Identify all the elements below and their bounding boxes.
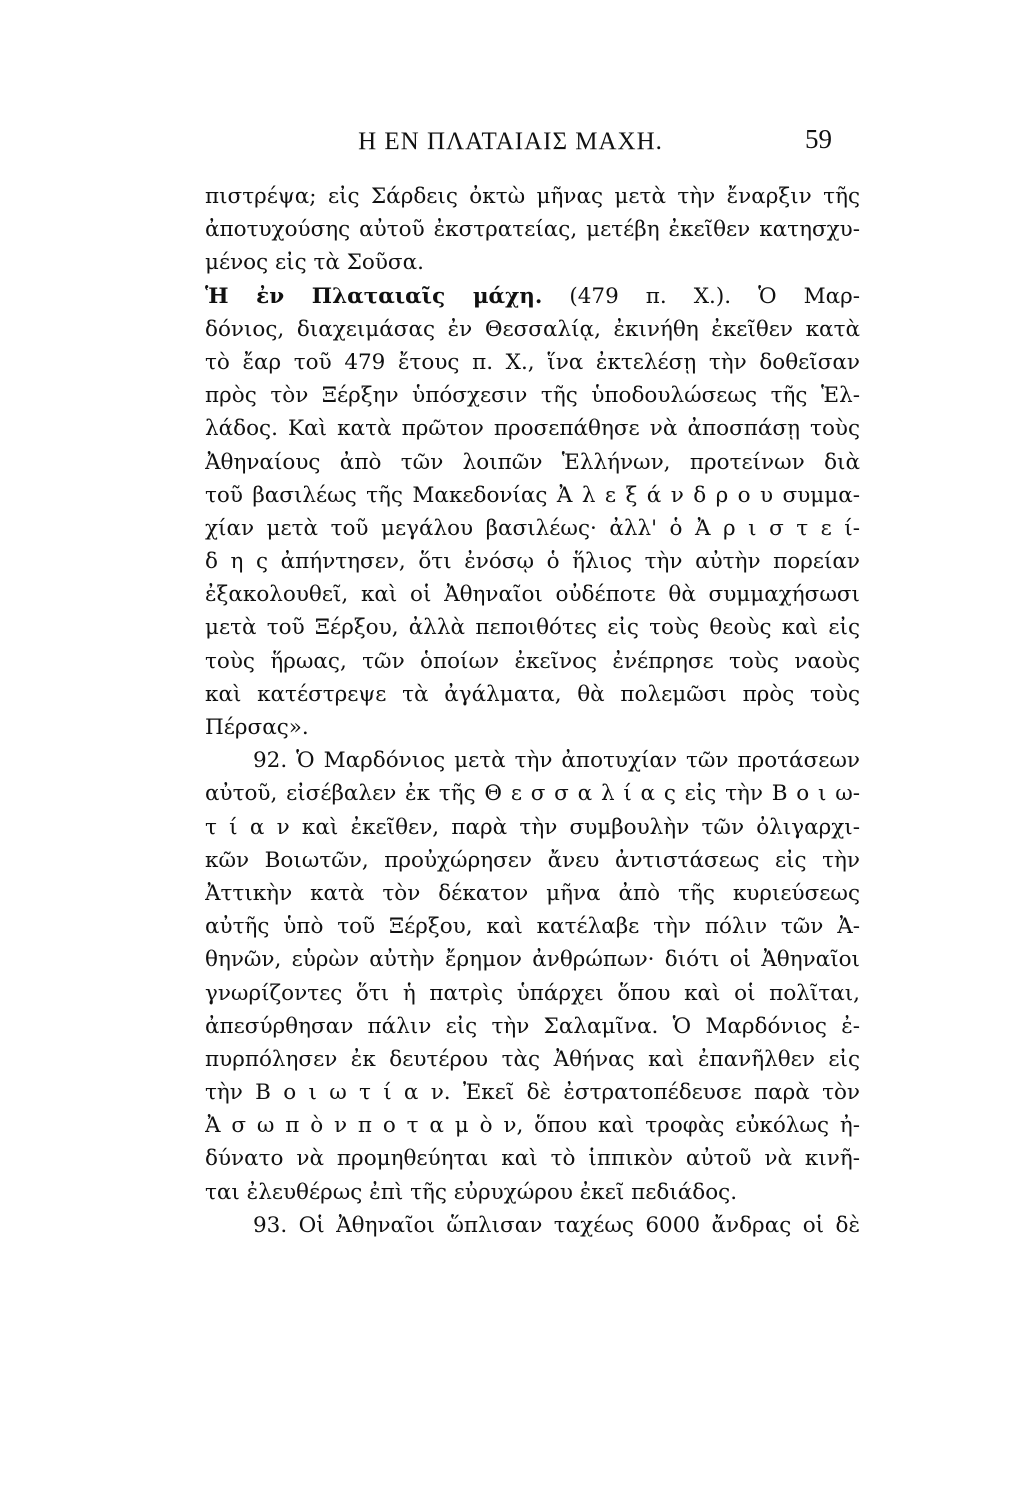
- text-line: αὐτῆς ὑπὸ τοῦ Ξέρξου, καὶ κατέλαβε τὴν πόλιν τῶν Ἀ-: [205, 914, 860, 940]
- text-line: πρὸς τὸν Ξέρξην ὑπόσχεσιν τῆς ὑποδουλώσεως τῆς Ἑλ-: [205, 383, 860, 409]
- text-line: δύνατο νὰ προμηθεύηται καὶ τὸ ἱππικὸν αὐτοῦ νὰ κινῆ-: [205, 1146, 860, 1172]
- section-heading-line: Ἡ ἐν Πλαταιαῖς μάχη. (479 π. Χ.). Ὁ Μαρ-: [205, 283, 860, 309]
- text-line: Ἀττικὴν κατὰ τὸν δέκατον μῆνα ἀπὸ τῆς κυριεύσεως: [205, 880, 860, 906]
- text-line: μένος εἰς τὰ Σοῦσα.: [205, 250, 424, 276]
- paragraph-93-start: 93. Οἱ Ἀθηναῖοι ὥπλισαν ταχέως 6000 ἄνδρας οἱ δὲ: [253, 1212, 860, 1238]
- text-line: τὴν Β ο ι ω τ ί α ν. Ἐκεῖ δὲ ἐστρατοπέδευσε παρὰ τὸν: [205, 1080, 860, 1106]
- text-line: ἀποτυχούσης αὐτοῦ ἐκστρατείας, μετέβη ἐκεῖθεν κατησχυ-: [205, 217, 860, 243]
- text-line: πιστρέψα; εἰς Σάρδεις ὀκτὼ μῆνας μετὰ τὴν ἔναρξιν τῆς: [205, 184, 860, 209]
- text-line: Πέρσας».: [205, 715, 309, 740]
- running-head: Η ΕΝ ΠΛΑΤΑΙΑΙΣ ΜΑΧΗ.: [358, 128, 663, 155]
- text-line: γνωρίζοντες ὅτι ἡ πατρὶς ὑπάρχει ὅπου καὶ οἱ πολῖται,: [205, 980, 860, 1006]
- text-line: χίαν μετὰ τοῦ μεγάλου βασιλέως· ἀλλ' ὁ Ἀ ρ ι σ τ ε ί-: [205, 515, 860, 541]
- text-line: αὐτοῦ, εἰσέβαλεν ἐκ τῆς Θ ε σ σ α λ ί α ς εἰς τὴν Β ο ι ω-: [205, 781, 860, 807]
- text-line: λάδος. Καὶ κατὰ πρῶτον προσεπάθησε νὰ ἀποσπάσῃ τοὺς: [205, 416, 860, 442]
- section-heading: Ἡ ἐν Πλαταιαῖς μάχη.: [205, 283, 543, 309]
- text-line: πυρπόλησεν ἐκ δευτέρου τὰς Ἀθήνας καὶ ἐπανῆλθεν εἰς: [205, 1046, 860, 1072]
- text-line: δ η ς ἀπήντησεν, ὅτι ἐνόσῳ ὁ ἥλιος τὴν αὐτὴν πορείαν: [205, 549, 860, 575]
- text-line: ἀπεσύρθησαν πάλιν εἰς τὴν Σαλαμῖνα. Ὁ Μαρδόνιος ἐ-: [205, 1013, 860, 1039]
- text-line: καὶ κατέστρεψε τὰ ἀγάλματα, θὰ πολεμῶσι πρὸς τοὺς: [205, 681, 860, 707]
- text-line: ἐξακολουθεῖ, καὶ οἱ Ἀθηναῖοι οὐδέποτε θὰ συμμαχήσωσι: [205, 582, 860, 608]
- text-line: δόνιος, διαχειμάσας ἐν Θεσσαλίᾳ, ἐκινήθη ἐκεῖθεν κατὰ: [205, 316, 860, 342]
- text-line: Ἀ σ ω π ὸ ν π ο τ α μ ὸ ν, ὅπου καὶ τροφὰς εὐκόλως ἠ-: [205, 1113, 860, 1139]
- text-line: ται ἐλευθέρως ἐπὶ τῆς εὐρυχώρου ἐκεῖ πεδιάδος.: [205, 1179, 738, 1205]
- text-line: τοῦ βασιλέως τῆς Μακεδονίας Ἀ λ ε ξ ά ν δ ρ ο υ συμμα-: [205, 482, 860, 508]
- paragraph-92-start: 92. Ὁ Μαρδόνιος μετὰ τὴν ἀποτυχίαν τῶν προτάσεων: [253, 748, 860, 774]
- text-line: θηνῶν, εὑρὼν αὐτὴν ἔρημον ἀνθρώπων· διότι οἱ Ἀθηναῖοι: [205, 947, 860, 973]
- body-text: [205, 180, 860, 1242]
- text-line: τοὺς ἥρωας, τῶν ὁποίων ἐκεῖνος ἐνέπρησε τοὺς ναοὺς: [205, 648, 860, 674]
- text-line: κῶν Βοιωτῶν, προὐχώρησεν ἄνευ ἀντιστάσεως εἰς τὴν: [205, 847, 860, 873]
- text-line: τ ί α ν καὶ ἐκεῖθεν, παρὰ τὴν συμβουλὴν τῶν ὀλιγαρχι-: [205, 814, 860, 840]
- text-line: Ἀθηναίους ἀπὸ τῶν λοιπῶν Ἑλλήνων, προτείνων διὰ: [205, 449, 860, 475]
- text-line: μετὰ τοῦ Ξέρξου, ἀλλὰ πεποιθότες εἰς τοὺς θεοὺς καὶ εἰς: [205, 615, 860, 641]
- text-line: τὸ ἔαρ τοῦ 479 ἔτους π. Χ., ἵνα ἐκτελέσῃ τὴν δοθεῖσαν: [205, 349, 860, 375]
- page-number: 59: [805, 124, 832, 154]
